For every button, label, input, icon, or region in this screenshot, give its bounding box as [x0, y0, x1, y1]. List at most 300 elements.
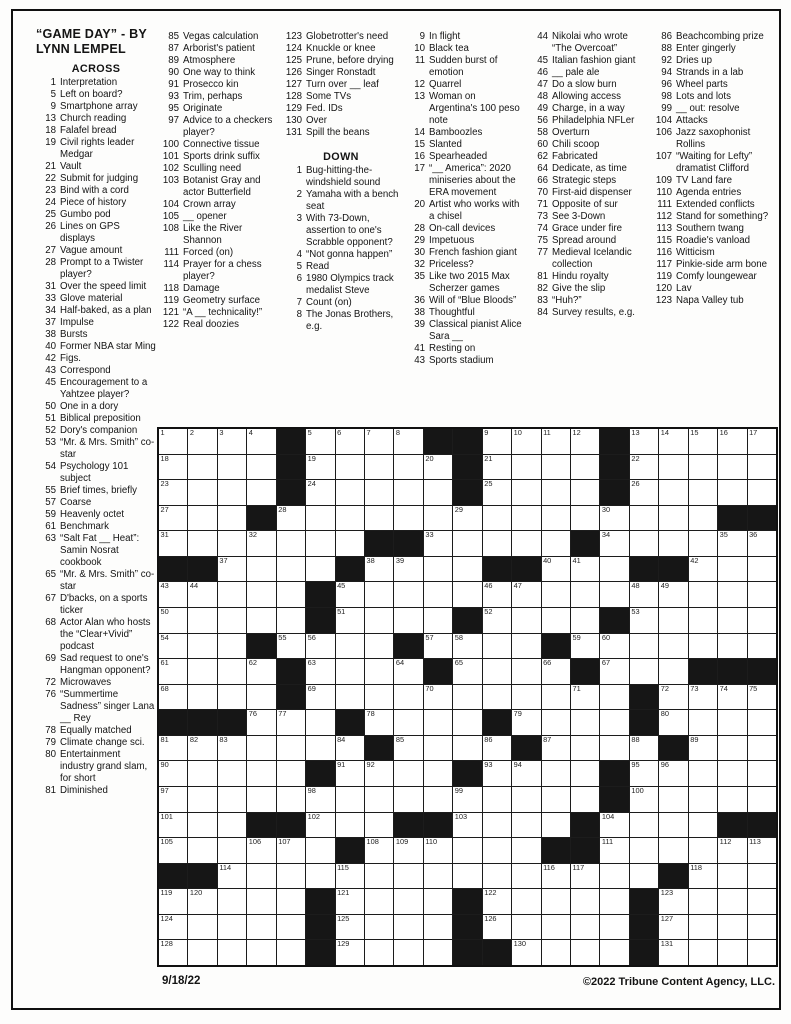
grid-cell[interactable] [600, 659, 628, 684]
grid-cell[interactable] [748, 787, 776, 812]
grid-cell[interactable] [453, 787, 481, 812]
grid-cell[interactable] [542, 429, 570, 454]
grid-cell[interactable] [748, 557, 776, 582]
grid-cell[interactable] [630, 429, 658, 454]
grid-cell[interactable] [394, 506, 422, 531]
grid-cell[interactable] [748, 582, 776, 607]
grid-cell[interactable] [365, 455, 393, 480]
grid-cell[interactable] [336, 761, 364, 786]
grid-cell[interactable] [247, 531, 275, 556]
grid-cell[interactable] [306, 634, 334, 659]
grid-cell[interactable] [365, 557, 393, 582]
grid-cell[interactable] [336, 634, 364, 659]
grid-cell[interactable] [188, 889, 216, 914]
grid-cell[interactable] [512, 429, 540, 454]
grid-cell[interactable] [218, 787, 246, 812]
grid-cell[interactable] [277, 838, 305, 863]
grid-cell[interactable] [630, 608, 658, 633]
grid-cell[interactable] [336, 608, 364, 633]
grid-cell[interactable] [394, 685, 422, 710]
grid-cell[interactable] [218, 813, 246, 838]
grid-cell[interactable] [600, 915, 628, 940]
grid-cell[interactable] [453, 710, 481, 735]
grid-cell[interactable] [453, 582, 481, 607]
grid-cell[interactable] [542, 582, 570, 607]
grid-cell[interactable] [542, 864, 570, 889]
grid-cell[interactable] [689, 429, 717, 454]
grid-cell[interactable] [424, 557, 452, 582]
grid-cell[interactable] [483, 736, 511, 761]
grid-cell[interactable] [453, 506, 481, 531]
grid-cell[interactable] [218, 531, 246, 556]
grid-cell[interactable] [542, 710, 570, 735]
grid-cell[interactable] [365, 864, 393, 889]
grid-cell[interactable] [188, 659, 216, 684]
grid-cell[interactable] [542, 889, 570, 914]
grid-cell[interactable] [159, 506, 187, 531]
grid-cell[interactable] [571, 634, 599, 659]
grid-cell[interactable] [659, 813, 687, 838]
grid-cell[interactable] [542, 813, 570, 838]
grid-cell[interactable] [424, 608, 452, 633]
grid-cell[interactable] [483, 659, 511, 684]
grid-cell[interactable] [188, 813, 216, 838]
grid-cell[interactable] [659, 710, 687, 735]
grid-cell[interactable] [630, 531, 658, 556]
grid-cell[interactable] [159, 813, 187, 838]
grid-cell[interactable] [748, 889, 776, 914]
grid-cell[interactable] [718, 557, 746, 582]
grid-cell[interactable] [600, 710, 628, 735]
grid-cell[interactable] [424, 531, 452, 556]
grid-cell[interactable] [630, 864, 658, 889]
grid-cell[interactable] [453, 659, 481, 684]
grid-cell[interactable] [748, 480, 776, 505]
grid-cell[interactable] [718, 736, 746, 761]
grid-cell[interactable] [188, 761, 216, 786]
grid-cell[interactable] [306, 838, 334, 863]
grid-cell[interactable] [306, 710, 334, 735]
grid-cell[interactable] [365, 429, 393, 454]
grid-cell[interactable] [453, 864, 481, 889]
grid-cell[interactable] [218, 761, 246, 786]
grid-cell[interactable] [159, 429, 187, 454]
grid-cell[interactable] [483, 813, 511, 838]
grid-cell[interactable] [306, 736, 334, 761]
grid-cell[interactable] [483, 506, 511, 531]
grid-cell[interactable] [424, 506, 452, 531]
grid-cell[interactable] [159, 761, 187, 786]
grid-cell[interactable] [336, 915, 364, 940]
grid-cell[interactable] [218, 608, 246, 633]
grid-cell[interactable] [247, 710, 275, 735]
grid-cell[interactable] [718, 531, 746, 556]
grid-cell[interactable] [689, 455, 717, 480]
grid-cell[interactable] [512, 864, 540, 889]
grid-cell[interactable] [336, 940, 364, 965]
grid-cell[interactable] [394, 761, 422, 786]
grid-cell[interactable] [424, 455, 452, 480]
grid-cell[interactable] [748, 838, 776, 863]
grid-cell[interactable] [218, 429, 246, 454]
grid-cell[interactable] [512, 685, 540, 710]
grid-cell[interactable] [630, 506, 658, 531]
grid-cell[interactable] [600, 506, 628, 531]
grid-cell[interactable] [277, 761, 305, 786]
grid-cell[interactable] [218, 889, 246, 914]
grid-cell[interactable] [394, 864, 422, 889]
grid-cell[interactable] [159, 455, 187, 480]
grid-cell[interactable] [188, 634, 216, 659]
grid-cell[interactable] [512, 710, 540, 735]
grid-cell[interactable] [571, 889, 599, 914]
grid-cell[interactable] [159, 940, 187, 965]
grid-cell[interactable] [277, 940, 305, 965]
grid-cell[interactable] [218, 480, 246, 505]
grid-cell[interactable] [571, 787, 599, 812]
grid-cell[interactable] [277, 582, 305, 607]
grid-cell[interactable] [277, 531, 305, 556]
grid-cell[interactable] [630, 480, 658, 505]
grid-cell[interactable] [718, 889, 746, 914]
grid-cell[interactable] [600, 531, 628, 556]
grid-cell[interactable] [188, 429, 216, 454]
grid-cell[interactable] [306, 531, 334, 556]
grid-cell[interactable] [748, 685, 776, 710]
grid-cell[interactable] [247, 685, 275, 710]
grid-cell[interactable] [600, 557, 628, 582]
grid-cell[interactable] [542, 608, 570, 633]
grid-cell[interactable] [218, 455, 246, 480]
grid-cell[interactable] [159, 838, 187, 863]
grid-cell[interactable] [424, 761, 452, 786]
grid-cell[interactable] [365, 480, 393, 505]
grid-cell[interactable] [188, 582, 216, 607]
grid-cell[interactable] [159, 685, 187, 710]
grid-cell[interactable] [483, 685, 511, 710]
grid-cell[interactable] [394, 429, 422, 454]
grid-cell[interactable] [571, 940, 599, 965]
grid-cell[interactable] [659, 889, 687, 914]
grid-cell[interactable] [571, 480, 599, 505]
grid-cell[interactable] [306, 787, 334, 812]
grid-cell[interactable] [542, 659, 570, 684]
grid-cell[interactable] [748, 940, 776, 965]
grid-cell[interactable] [748, 736, 776, 761]
grid-cell[interactable] [542, 480, 570, 505]
grid-cell[interactable] [689, 480, 717, 505]
grid-cell[interactable] [630, 736, 658, 761]
grid-cell[interactable] [188, 736, 216, 761]
grid-cell[interactable] [159, 659, 187, 684]
grid-cell[interactable] [218, 838, 246, 863]
grid-cell[interactable] [718, 915, 746, 940]
grid-cell[interactable] [159, 480, 187, 505]
grid-cell[interactable] [542, 736, 570, 761]
grid-cell[interactable] [659, 940, 687, 965]
grid-cell[interactable] [748, 864, 776, 889]
grid-cell[interactable] [453, 813, 481, 838]
grid-cell[interactable] [306, 659, 334, 684]
grid-cell[interactable] [718, 761, 746, 786]
grid-cell[interactable] [718, 429, 746, 454]
grid-cell[interactable] [718, 940, 746, 965]
grid-cell[interactable] [600, 889, 628, 914]
grid-cell[interactable] [277, 506, 305, 531]
grid-cell[interactable] [748, 608, 776, 633]
grid-cell[interactable] [277, 736, 305, 761]
grid-cell[interactable] [659, 787, 687, 812]
grid-cell[interactable] [659, 531, 687, 556]
grid-cell[interactable] [483, 838, 511, 863]
grid-cell[interactable] [512, 455, 540, 480]
grid-cell[interactable] [336, 659, 364, 684]
grid-cell[interactable] [365, 940, 393, 965]
grid-cell[interactable] [689, 506, 717, 531]
grid-cell[interactable] [571, 761, 599, 786]
grid-cell[interactable] [336, 429, 364, 454]
grid-cell[interactable] [218, 940, 246, 965]
grid-cell[interactable] [689, 557, 717, 582]
grid-cell[interactable] [247, 659, 275, 684]
grid-cell[interactable] [571, 864, 599, 889]
grid-cell[interactable] [188, 685, 216, 710]
grid-cell[interactable] [277, 634, 305, 659]
grid-cell[interactable] [218, 582, 246, 607]
grid-cell[interactable] [336, 864, 364, 889]
grid-cell[interactable] [542, 940, 570, 965]
grid-cell[interactable] [336, 889, 364, 914]
grid-cell[interactable] [277, 787, 305, 812]
grid-cell[interactable] [659, 582, 687, 607]
grid-cell[interactable] [483, 608, 511, 633]
grid-cell[interactable] [718, 864, 746, 889]
grid-cell[interactable] [365, 761, 393, 786]
grid-cell[interactable] [247, 889, 275, 914]
grid-cell[interactable] [247, 582, 275, 607]
grid-cell[interactable] [424, 915, 452, 940]
grid-cell[interactable] [571, 685, 599, 710]
grid-cell[interactable] [424, 787, 452, 812]
grid-cell[interactable] [424, 864, 452, 889]
grid-cell[interactable] [512, 940, 540, 965]
grid-cell[interactable] [748, 915, 776, 940]
grid-cell[interactable] [394, 915, 422, 940]
grid-cell[interactable] [659, 659, 687, 684]
grid-cell[interactable] [689, 864, 717, 889]
grid-cell[interactable] [483, 455, 511, 480]
grid-cell[interactable] [718, 480, 746, 505]
grid-cell[interactable] [512, 838, 540, 863]
grid-cell[interactable] [218, 685, 246, 710]
grid-cell[interactable] [542, 761, 570, 786]
grid-cell[interactable] [689, 940, 717, 965]
grid-cell[interactable] [336, 813, 364, 838]
grid-cell[interactable] [424, 710, 452, 735]
grid-cell[interactable] [365, 608, 393, 633]
grid-cell[interactable] [424, 480, 452, 505]
grid-cell[interactable] [659, 429, 687, 454]
grid-cell[interactable] [483, 531, 511, 556]
grid-cell[interactable] [600, 634, 628, 659]
grid-cell[interactable] [659, 761, 687, 786]
grid-cell[interactable] [336, 685, 364, 710]
grid-cell[interactable] [277, 608, 305, 633]
grid-cell[interactable] [689, 838, 717, 863]
grid-cell[interactable] [512, 582, 540, 607]
grid-cell[interactable] [277, 889, 305, 914]
grid-cell[interactable] [571, 608, 599, 633]
grid-cell[interactable] [394, 455, 422, 480]
grid-cell[interactable] [394, 710, 422, 735]
grid-cell[interactable] [512, 915, 540, 940]
grid-cell[interactable] [306, 455, 334, 480]
grid-cell[interactable] [218, 506, 246, 531]
grid-cell[interactable] [277, 710, 305, 735]
grid-cell[interactable] [571, 429, 599, 454]
grid-cell[interactable] [159, 608, 187, 633]
grid-cell[interactable] [718, 582, 746, 607]
grid-cell[interactable] [277, 915, 305, 940]
grid-cell[interactable] [689, 608, 717, 633]
grid-cell[interactable] [542, 531, 570, 556]
grid-cell[interactable] [188, 480, 216, 505]
grid-cell[interactable] [306, 480, 334, 505]
grid-cell[interactable] [336, 506, 364, 531]
grid-cell[interactable] [247, 608, 275, 633]
grid-cell[interactable] [247, 429, 275, 454]
grid-cell[interactable] [453, 838, 481, 863]
grid-cell[interactable] [394, 557, 422, 582]
grid-cell[interactable] [571, 582, 599, 607]
grid-cell[interactable] [365, 915, 393, 940]
grid-cell[interactable] [512, 889, 540, 914]
grid-cell[interactable] [394, 480, 422, 505]
grid-cell[interactable] [365, 889, 393, 914]
grid-cell[interactable] [630, 582, 658, 607]
grid-cell[interactable] [218, 557, 246, 582]
grid-cell[interactable] [424, 940, 452, 965]
grid-cell[interactable] [424, 634, 452, 659]
grid-cell[interactable] [512, 659, 540, 684]
grid-cell[interactable] [336, 582, 364, 607]
grid-cell[interactable] [659, 915, 687, 940]
grid-cell[interactable] [277, 557, 305, 582]
grid-cell[interactable] [394, 940, 422, 965]
grid-cell[interactable] [188, 838, 216, 863]
grid-cell[interactable] [336, 480, 364, 505]
grid-cell[interactable] [188, 531, 216, 556]
grid-cell[interactable] [600, 736, 628, 761]
grid-cell[interactable] [571, 455, 599, 480]
grid-cell[interactable] [453, 685, 481, 710]
grid-cell[interactable] [748, 710, 776, 735]
grid-cell[interactable] [512, 761, 540, 786]
grid-cell[interactable] [571, 557, 599, 582]
grid-cell[interactable] [394, 838, 422, 863]
grid-cell[interactable] [247, 915, 275, 940]
grid-cell[interactable] [512, 506, 540, 531]
grid-cell[interactable] [512, 813, 540, 838]
grid-cell[interactable] [159, 582, 187, 607]
grid-cell[interactable] [483, 429, 511, 454]
grid-cell[interactable] [188, 915, 216, 940]
grid-cell[interactable] [689, 582, 717, 607]
grid-cell[interactable] [630, 455, 658, 480]
grid-cell[interactable] [571, 736, 599, 761]
grid-cell[interactable] [718, 455, 746, 480]
grid-cell[interactable] [542, 915, 570, 940]
grid-cell[interactable] [306, 864, 334, 889]
grid-cell[interactable] [365, 582, 393, 607]
grid-cell[interactable] [659, 838, 687, 863]
grid-cell[interactable] [247, 838, 275, 863]
grid-cell[interactable] [247, 480, 275, 505]
grid-cell[interactable] [247, 787, 275, 812]
grid-cell[interactable] [718, 838, 746, 863]
grid-cell[interactable] [247, 557, 275, 582]
grid-cell[interactable] [424, 582, 452, 607]
grid-cell[interactable] [689, 787, 717, 812]
grid-cell[interactable] [483, 915, 511, 940]
grid-cell[interactable] [659, 506, 687, 531]
grid-cell[interactable] [689, 736, 717, 761]
grid-cell[interactable] [159, 531, 187, 556]
grid-cell[interactable] [336, 531, 364, 556]
grid-cell[interactable] [188, 608, 216, 633]
grid-cell[interactable] [247, 736, 275, 761]
grid-cell[interactable] [512, 634, 540, 659]
grid-cell[interactable] [394, 582, 422, 607]
grid-cell[interactable] [247, 940, 275, 965]
grid-cell[interactable] [365, 710, 393, 735]
grid-cell[interactable] [159, 915, 187, 940]
grid-cell[interactable] [689, 710, 717, 735]
grid-cell[interactable] [542, 787, 570, 812]
grid-cell[interactable] [306, 506, 334, 531]
grid-cell[interactable] [718, 685, 746, 710]
grid-cell[interactable] [365, 813, 393, 838]
grid-cell[interactable] [483, 582, 511, 607]
grid-cell[interactable] [689, 813, 717, 838]
grid-cell[interactable] [483, 787, 511, 812]
grid-cell[interactable] [277, 864, 305, 889]
grid-cell[interactable] [571, 710, 599, 735]
grid-cell[interactable] [218, 659, 246, 684]
grid-cell[interactable] [571, 915, 599, 940]
grid-cell[interactable] [247, 761, 275, 786]
grid-cell[interactable] [159, 787, 187, 812]
grid-cell[interactable] [218, 864, 246, 889]
grid-cell[interactable] [365, 506, 393, 531]
grid-cell[interactable] [630, 634, 658, 659]
grid-cell[interactable] [600, 813, 628, 838]
grid-cell[interactable] [630, 761, 658, 786]
grid-cell[interactable] [424, 838, 452, 863]
grid-cell[interactable] [306, 685, 334, 710]
grid-cell[interactable] [394, 659, 422, 684]
grid-cell[interactable] [483, 864, 511, 889]
grid-cell[interactable] [424, 889, 452, 914]
grid-cell[interactable] [542, 506, 570, 531]
grid-cell[interactable] [689, 915, 717, 940]
grid-cell[interactable] [512, 531, 540, 556]
grid-cell[interactable] [600, 838, 628, 863]
grid-cell[interactable] [218, 634, 246, 659]
grid-cell[interactable] [365, 685, 393, 710]
grid-cell[interactable] [365, 659, 393, 684]
grid-cell[interactable] [483, 480, 511, 505]
